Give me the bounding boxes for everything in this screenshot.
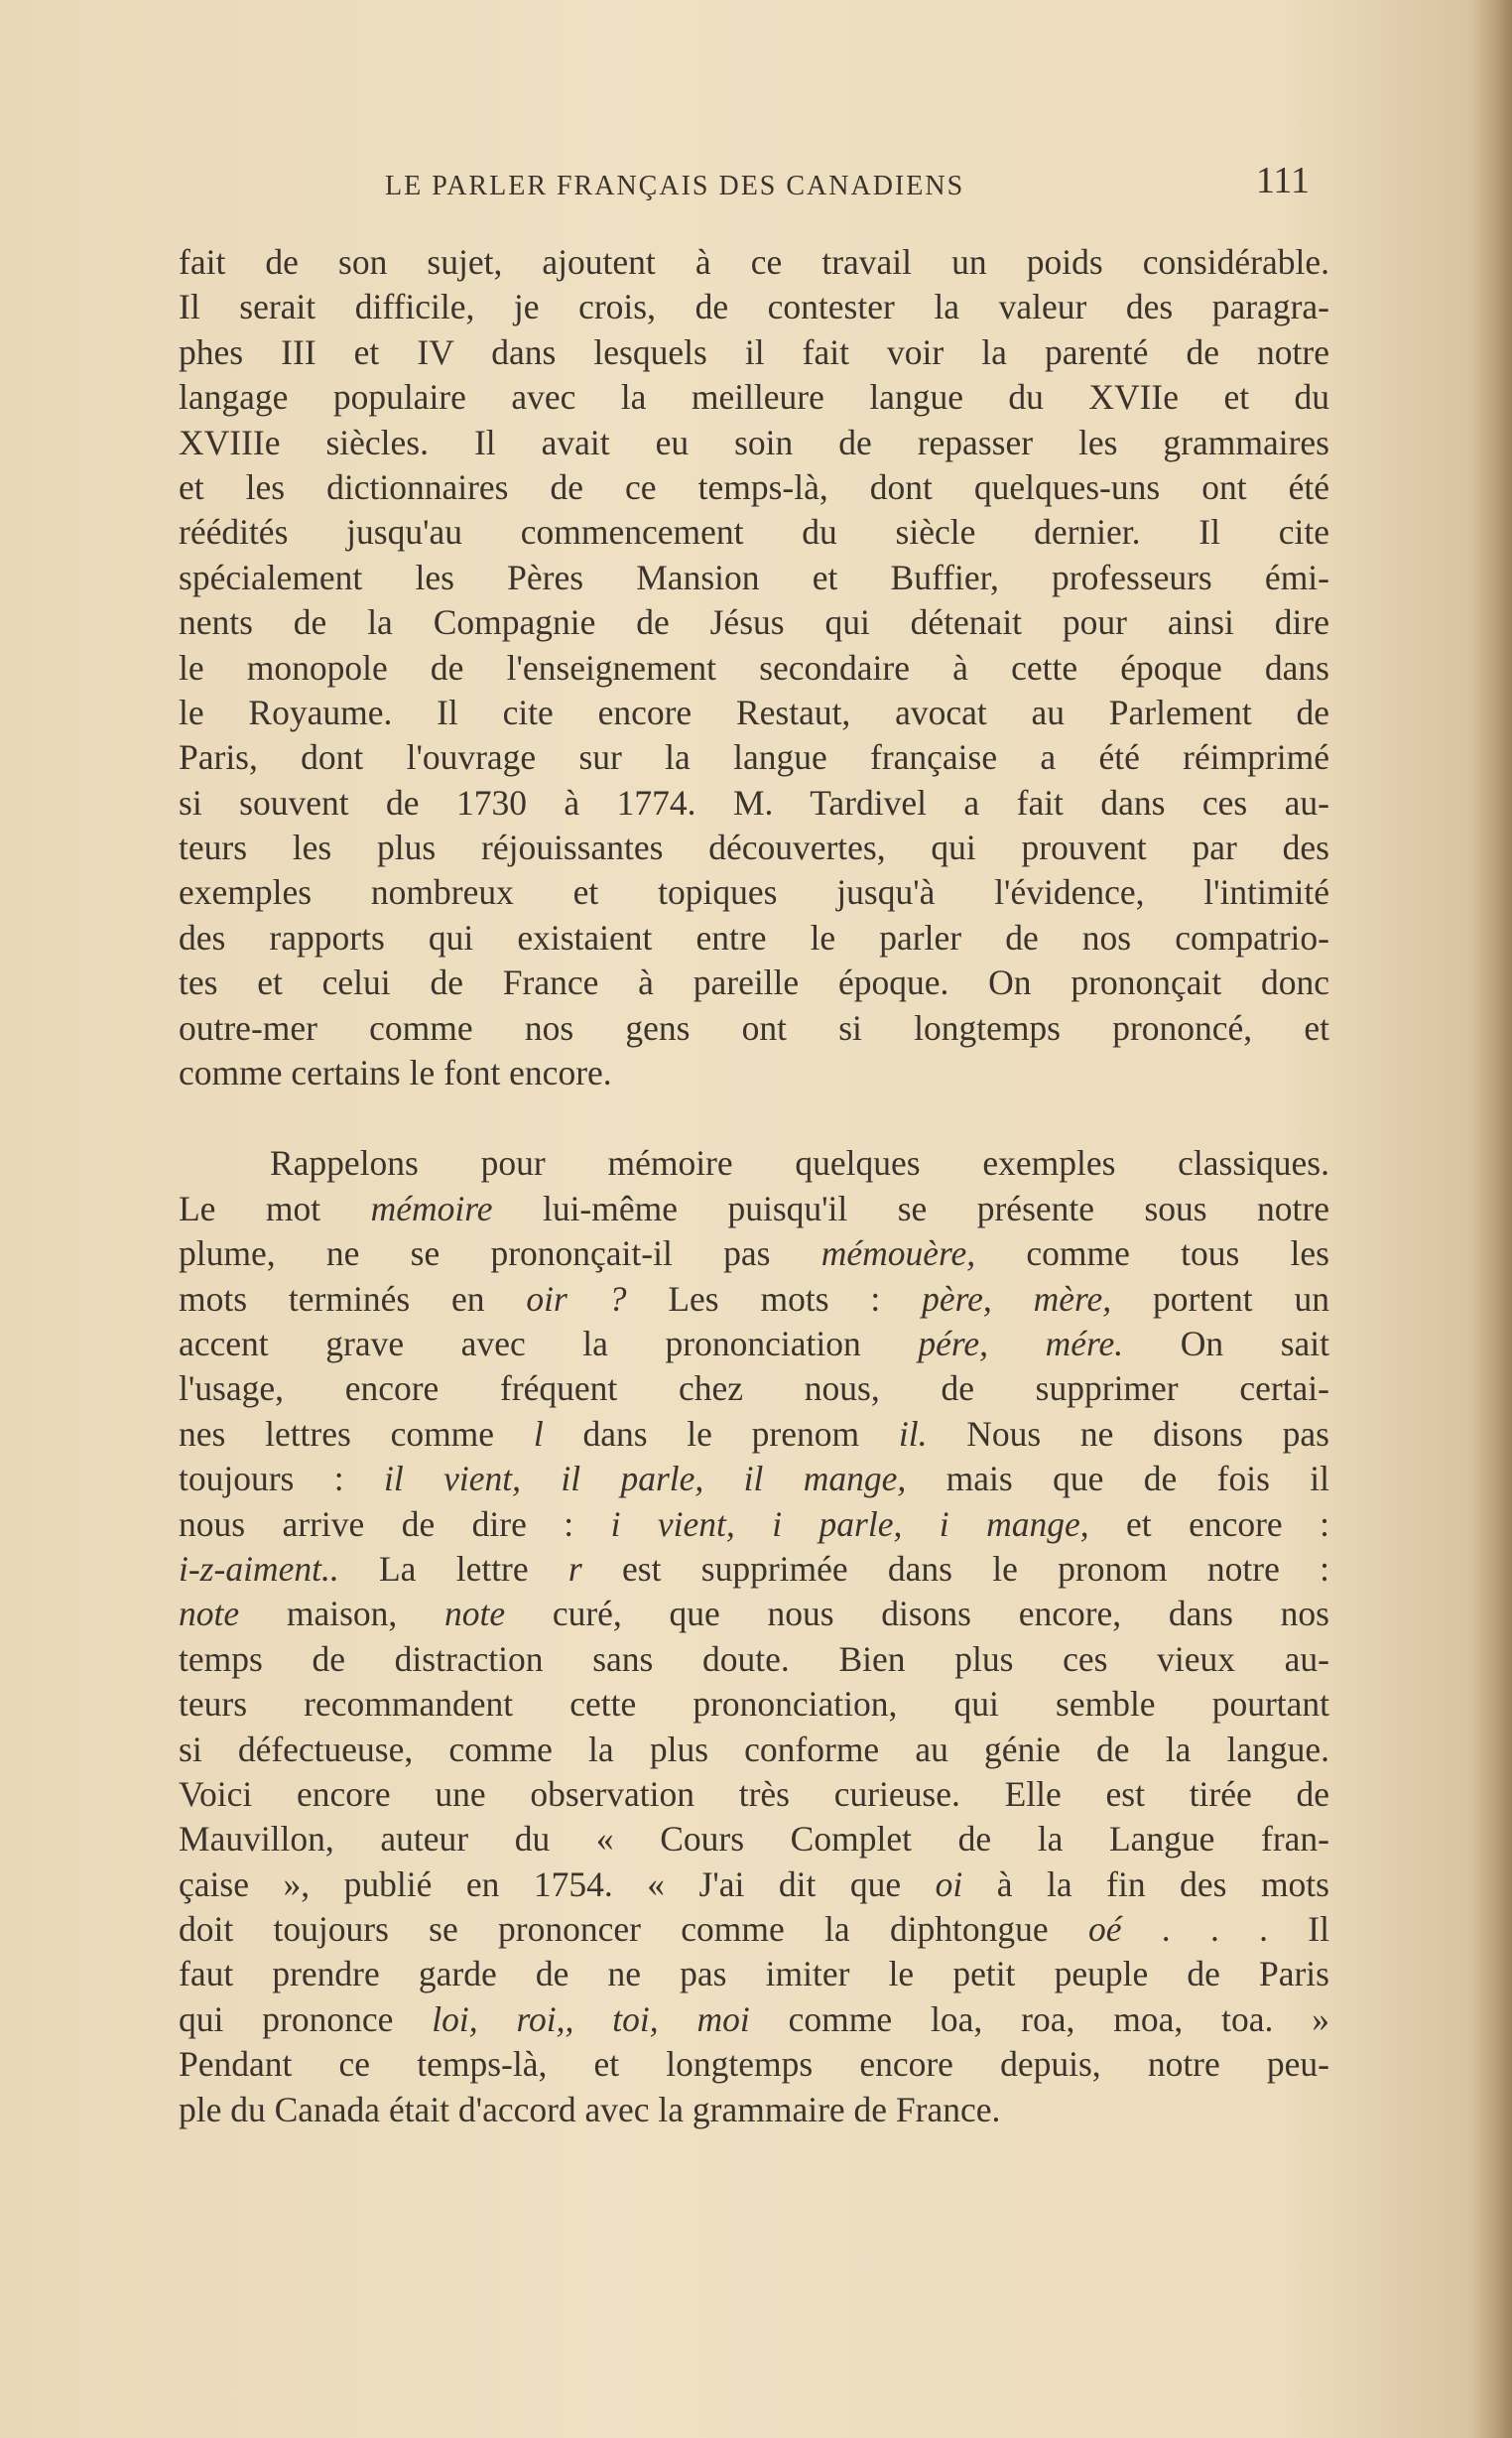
text-line: le monopole de l'enseignement secondaire à cette époque dans <box>179 647 1329 688</box>
text-line: Voici encore une observation très curieuse. Elle est tirée de <box>179 1773 1329 1814</box>
italic-term: oi <box>935 1863 963 1904</box>
text-line: si défectueuse, comme la plus conforme au génie de la langue. <box>179 1729 1329 1769</box>
text-line: l'usage, encore fréquent chez nous, de supprimer certai- <box>179 1368 1329 1409</box>
text-line: Le mot mémoire lui-même puisqu'il se présente sous notre <box>179 1188 1329 1228</box>
paragraph-1 <box>179 240 1329 1095</box>
italic-term: oir ? <box>526 1278 627 1319</box>
text-line: nents de la Compagnie de Jésus qui détenait pour ainsi dire <box>179 602 1329 643</box>
text-line: fait de son sujet, ajoutent à ce travail un poids considérable. <box>179 242 1329 282</box>
italic-term: loi, roi,, toi, moi <box>432 1998 750 2039</box>
italic-term: oé <box>1087 1909 1122 1950</box>
running-title: LE PARLER FRANÇAIS DES CANADIENS <box>385 171 965 201</box>
italic-term: mémoire <box>370 1188 493 1228</box>
running-head <box>179 159 1310 218</box>
italic-term: i-z-aiment.. <box>179 1548 339 1589</box>
text-line: le Royaume. Il cite encore Restaut, avocat au Parlement de <box>179 692 1329 732</box>
text-line: si souvent de 1730 à 1774. M. Tardivel a fait dans ces au- <box>179 782 1329 823</box>
text-line: teurs recommandent cette prononciation, qui semble pourtant <box>179 1684 1329 1725</box>
text-line: teurs les plus réjouissantes découvertes, qui prouvent par des <box>179 828 1329 868</box>
text-line: ple du Canada était d'accord avec la grammaire de France. <box>179 2089 1001 2129</box>
text-line: nous arrive de dire : i vient, i parle, i mange, et encore : <box>179 1503 1329 1544</box>
text-line: doit toujours se prononcer comme la diphtongue oé . . . Il <box>179 1909 1329 1950</box>
text-line: i-z-aiment.. La lettre r est supprimée dans le pronom notre : <box>179 1548 1329 1589</box>
text-line: Rappelons pour mémoire quelques exemples classiques. <box>270 1143 1329 1184</box>
text-line: faut prendre garde de ne pas imiter le petit peuple de Paris <box>179 1954 1329 1994</box>
italic-term: note <box>179 1594 240 1634</box>
text-line: réédités jusqu'au commencement du siècle dernier. Il cite <box>179 512 1329 553</box>
text-line: tes et celui de France à pareille époque. On prononçait donc <box>179 962 1329 1003</box>
text-line: plume, ne se prononçait-il pas mémouère, comme tous les <box>179 1233 1329 1274</box>
body-text <box>179 240 1329 2132</box>
text-line: toujours : il vient, il parle, il mange, mais que de fois il <box>179 1459 1329 1499</box>
text-line: nes lettres comme l dans le prenom il. Nous ne disons pas <box>179 1413 1329 1454</box>
italic-term: i vient, i parle, i mange, <box>610 1503 1089 1544</box>
text-line: Mauvillon, auteur du « Cours Complet de la Langue fran- <box>179 1819 1329 1860</box>
text-line: Paris, dont l'ouvrage sur la langue française a été réimprimé <box>179 737 1329 778</box>
italic-term: père, mère, <box>922 1278 1112 1319</box>
italic-term: pére, mére. <box>918 1323 1124 1363</box>
paragraph-2 <box>179 1141 1329 2132</box>
text-line: spécialement les Pères Mansion et Buffier, professeurs émi- <box>179 557 1329 597</box>
italic-term: r <box>567 1548 582 1589</box>
text-line: Pendant ce temps-là, et longtemps encore depuis, notre peu- <box>179 2044 1329 2085</box>
text-line: exemples nombreux et topiques jusqu'à l'évidence, l'intimité <box>179 872 1329 913</box>
text-line: mots terminés en oir ? Les mots : père, mère, portent un <box>179 1278 1329 1319</box>
text-line: XVIIIe siècles. Il avait eu soin de repasser les grammaires <box>179 422 1329 462</box>
text-line: çaise », publié en 1754. « J'ai dit que oi à la fin des mots <box>179 1863 1329 1904</box>
page-number: 111 <box>1255 160 1310 201</box>
text-line: Il serait difficile, je crois, de contester la valeur des paragra- <box>179 287 1329 327</box>
text-line: accent grave avec la prononciation pére, mére. On sait <box>179 1323 1329 1363</box>
text-line: des rapports qui existaient entre le parler de nos compatrio- <box>179 917 1329 958</box>
italic-term: il vient, il parle, il mange, <box>384 1459 907 1499</box>
paragraph-gap <box>179 1095 1329 1141</box>
italic-term: il. <box>898 1413 928 1454</box>
text-line: temps de distraction sans doute. Bien plus ces vieux au- <box>179 1638 1329 1679</box>
italic-term: mémouère, <box>820 1233 976 1274</box>
italic-term: note <box>443 1594 506 1634</box>
text-line: qui prononce loi, roi,, toi, moi comme loa, roa, moa, toa. » <box>179 1998 1329 2039</box>
text-line: phes III et IV dans lesquels il fait voir la parenté de notre <box>179 331 1329 372</box>
text-line: langage populaire avec la meilleure langue du XVIIe et du <box>179 377 1329 418</box>
text-line: outre-mer comme nos gens ont si longtemps prononcé, et <box>179 1007 1329 1048</box>
italic-term: l <box>533 1413 544 1454</box>
page-edge-shadow <box>1472 0 1512 2438</box>
text-line: et les dictionnaires de ce temps-là, dont quelques-uns ont été <box>179 466 1329 507</box>
text-line: comme certains le font encore. <box>179 1053 612 1093</box>
text-line: note maison, note curé, que nous disons encore, dans nos <box>179 1594 1329 1634</box>
